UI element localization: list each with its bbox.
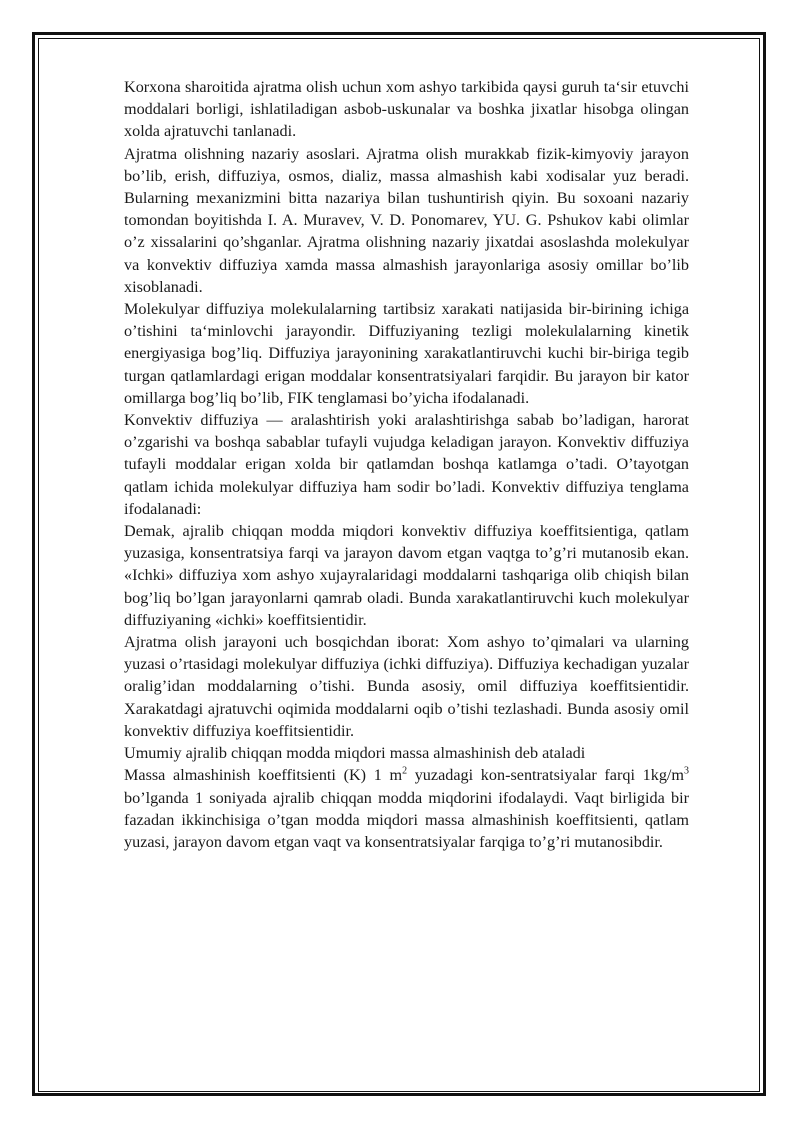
paragraph-7: Umumiy ajralib chiqqan modda miqdori massa almashinish deb ataladi xyxy=(124,744,586,763)
paragraph-6: Ajratma olish jarayoni uch bosqichdan iborat: Xom ashyo to’qimalari va ularning yuzasi o’rtasidagi molekulyar diffuziya (ichki diffuziya). Diffuziya kechadigan yuzalar oralig’idan moddalarning o’tishi. Bunda asosiy, omil diffuziya koeffitsientidir. Xarakatdagi ajratuvchi oqimida moddalarni oqib o’tishi tezlashadi. Bunda asosiy omil konvektiv diffuziya koeffitsientidir. xyxy=(124,633,689,740)
superscript-3: 3 xyxy=(684,765,690,777)
document-body xyxy=(124,76,689,853)
paragraph-8-part-3: bo’lganda 1 soniyada ajralib chiqqan modda miqdorini ifodalaydi. Vaqt birligida bir fazadan ikkinchisiga o’tgan modda miqdori massa almashinish koeffitsienti, qatlam yuzasi, jarayon davom etgan vaqt va konsentratsiyalar farqiga to’g’ri mutanosibdir. xyxy=(124,788,689,851)
superscript-2: 2 xyxy=(402,765,408,777)
paragraph-4: Konvektiv diffuziya — aralashtirish yoki aralashtirishga sabab bo’ladigan, harorat o’zgarishi va boshqa sabablar tufayli vujudga keladigan jarayon. Konvektiv diffuziya tufayli moddalar erigan xolda bir qatlamdan boshqa katlamga o’tadi. O’tayotgan qatlam ichida molekulyar diffuziya ham sodir bo’ladi. Konvektiv diffuziya tenglama ifodalanadi: xyxy=(124,411,689,518)
paragraph-8-part-2: yuzadagi kon-sentratsiyalar farqi 1kg/m xyxy=(407,766,685,785)
paragraph-2: Ajratma olishning nazariy asoslari. Ajratma olish murakkab fizik-kimyoviy jarayon bo’lib, erish, diffuziya, osmos, dializ, massa almashish kabi xodisalar yuz beradi. Bularning mexanizmini bitta nazariya bilan tushuntirish qiyin. Bu soxoani nazariy tomondan boyitishda I. A. Muravev, V. D. Ponomarev, YU. G. Pshukov kabi olimlar o’z xissalarini qo’shganlar. Ajratma olishning nazariy jixatdai asoslashda molekulyar va konvektiv diffuziya xamda massa almashish jarayonlariga asosiy omillar bo’lib xisoblanadi. xyxy=(124,144,689,296)
paragraph-1: Korxona sharoitida ajratma olish uchun xom ashyo tarkibida qaysi guruh taʻsir etuvchi moddalari borligi, ishlatiladigan asbob-uskunalar va boshka jixatlar hisobga olingan xolda ajratuvchi tanlanadi. xyxy=(124,78,689,141)
paragraph-5: Demak, ajralib chiqqan modda miqdori konvektiv diffuziya koeffitsientiga, qatlam yuzasiga, konsentratsiya farqi va jarayon davom etgan vaqtga to’g’ri mutanosib ekan. «Ichki» diffuziya xom ashyo xujayralaridagi moddalarni tashqariga olib chiqish bilan bog’liq bo’lgan jarayonlarni qamrab oladi. Bunda xarakatlantiruvchi kuch molekulyar diffuziyaning «ichki» koeffitsientidir. xyxy=(124,522,689,629)
paragraph-8 xyxy=(124,764,689,853)
paragraph-8-part-1: Massa almashinish koeffitsienti (K) 1 m xyxy=(124,766,403,785)
paragraph-3: Molekulyar diffuziya molekulalarning tartibsiz xarakati natijasida bir-birining ichiga o’tishini taʻminlovchi jarayondir. Diffuziyaning tezligi molekulalarning kinetik energiyasiga bog’liq. Diffuziya jarayonining xarakatlantiruvchi kuchi bir-biriga tegib turgan qatlamlardagi erigan moddalar konsentratsiyalari farqidir. Bu jarayon bir kator omillarga bog’liq bo’lib, FIK tenglamasi bo’yicha ifodalanadi. xyxy=(124,300,689,407)
